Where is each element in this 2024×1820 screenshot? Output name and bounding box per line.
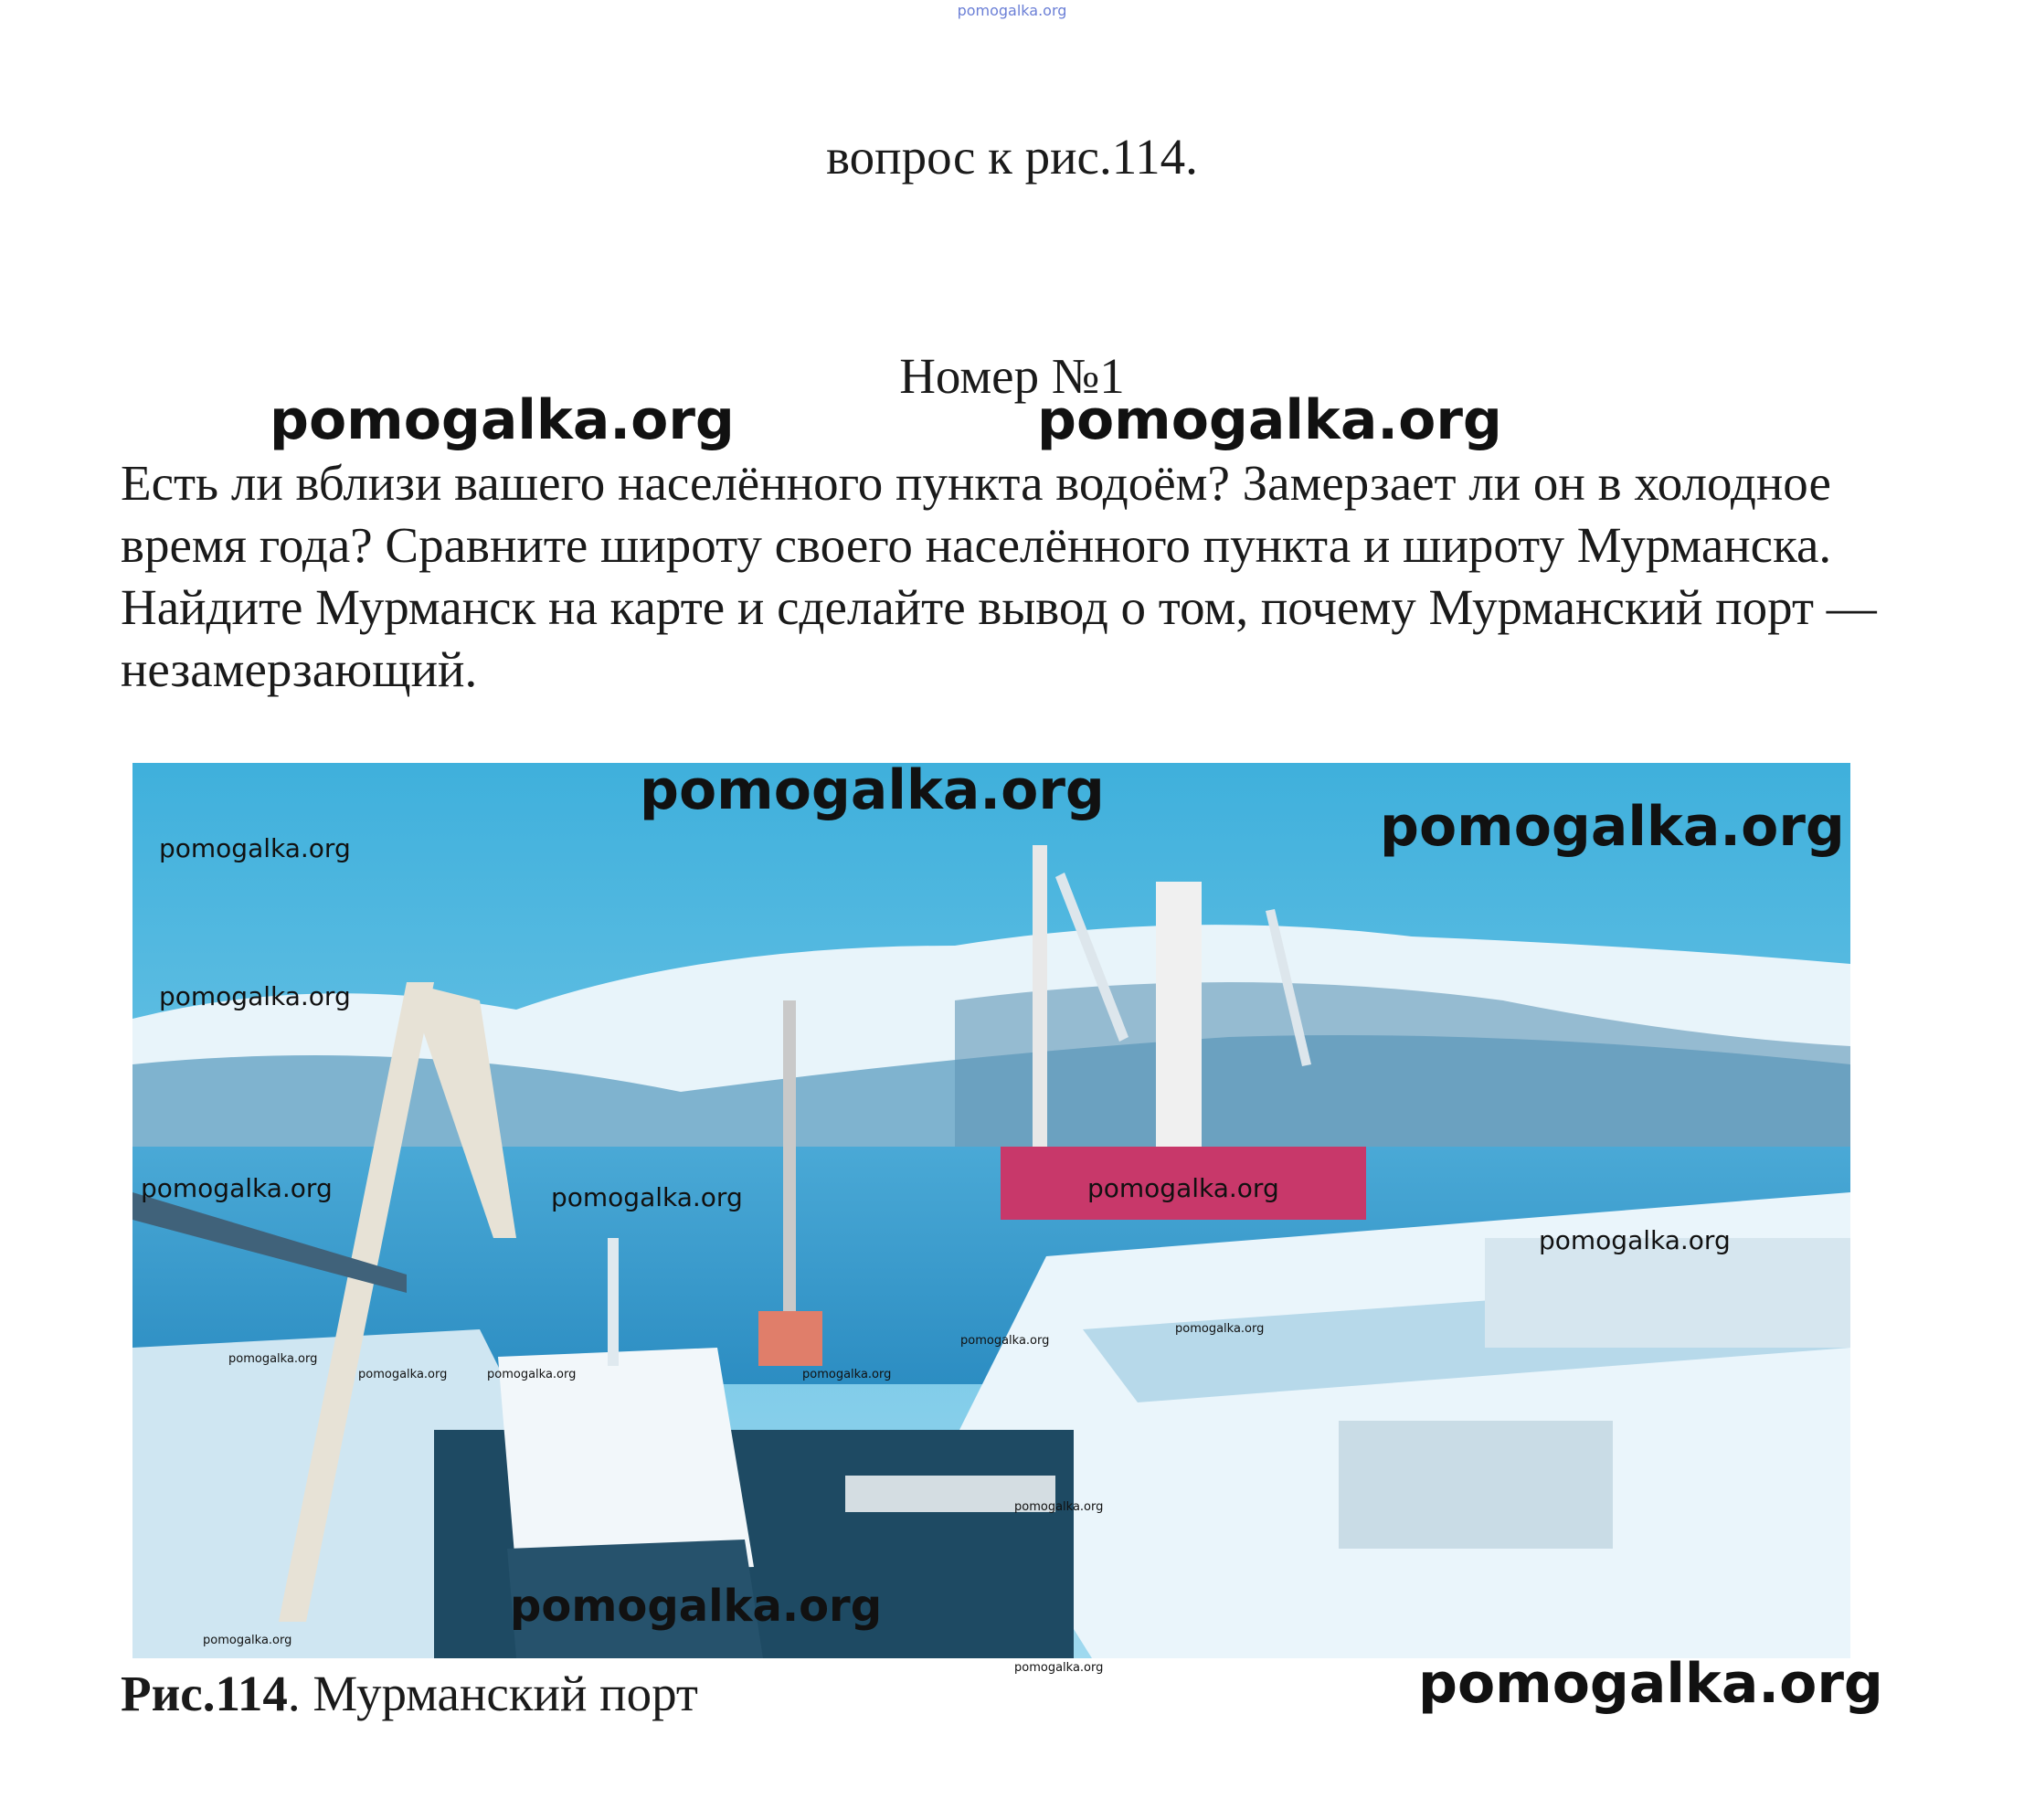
- question-text: Есть ли вблизи вашего населённого пункта водоём? Замерзает ли он в холодное время года? Сравните широту своего населённого пункта и широту Мурманска. Найдите Мурманск на карте и сделайте вывод о том, почему Мурманский порт — незамерзающий.: [121, 455, 1877, 697]
- watermark: pomogalka.org: [228, 1352, 318, 1366]
- watermark: pomogalka.org: [203, 1634, 292, 1647]
- port-photo: [132, 763, 1850, 1658]
- watermark: pomogalka.org: [270, 388, 735, 452]
- watermark: pomogalka.org: [960, 1334, 1050, 1348]
- figure-title: . Мурманский порт: [287, 1666, 698, 1721]
- watermark: pomogalka.org: [159, 833, 351, 863]
- watermark: pomogalka.org: [802, 1368, 892, 1381]
- watermark: pomogalka.org: [1539, 1225, 1731, 1255]
- watermark: pomogalka.org: [1380, 795, 1845, 859]
- watermark: pomogalka.org: [1037, 388, 1502, 452]
- watermark: pomogalka.org: [141, 1173, 333, 1203]
- watermark: pomogalka.org: [159, 981, 351, 1011]
- watermark: pomogalka.org: [640, 758, 1105, 822]
- site-link[interactable]: pomogalka.org: [957, 2, 1067, 19]
- watermark: pomogalka.org: [1087, 1173, 1279, 1203]
- task-number: Номер №1: [899, 348, 1125, 404]
- watermark: pomogalka.org: [487, 1368, 577, 1381]
- watermark: pomogalka.org: [1014, 1500, 1104, 1514]
- watermark: pomogalka.org: [358, 1368, 448, 1381]
- watermark: pomogalka.org: [1175, 1322, 1265, 1336]
- watermark: pomogalka.org: [1014, 1661, 1104, 1675]
- watermark: pomogalka.org: [1418, 1652, 1883, 1716]
- question-reference: вопрос к рис.114.: [826, 129, 1198, 185]
- figure-label: Рис.114: [121, 1666, 288, 1721]
- figure-caption: [121, 1665, 698, 1722]
- watermark: pomogalka.org: [510, 1581, 883, 1632]
- watermark: pomogalka.org: [551, 1182, 743, 1212]
